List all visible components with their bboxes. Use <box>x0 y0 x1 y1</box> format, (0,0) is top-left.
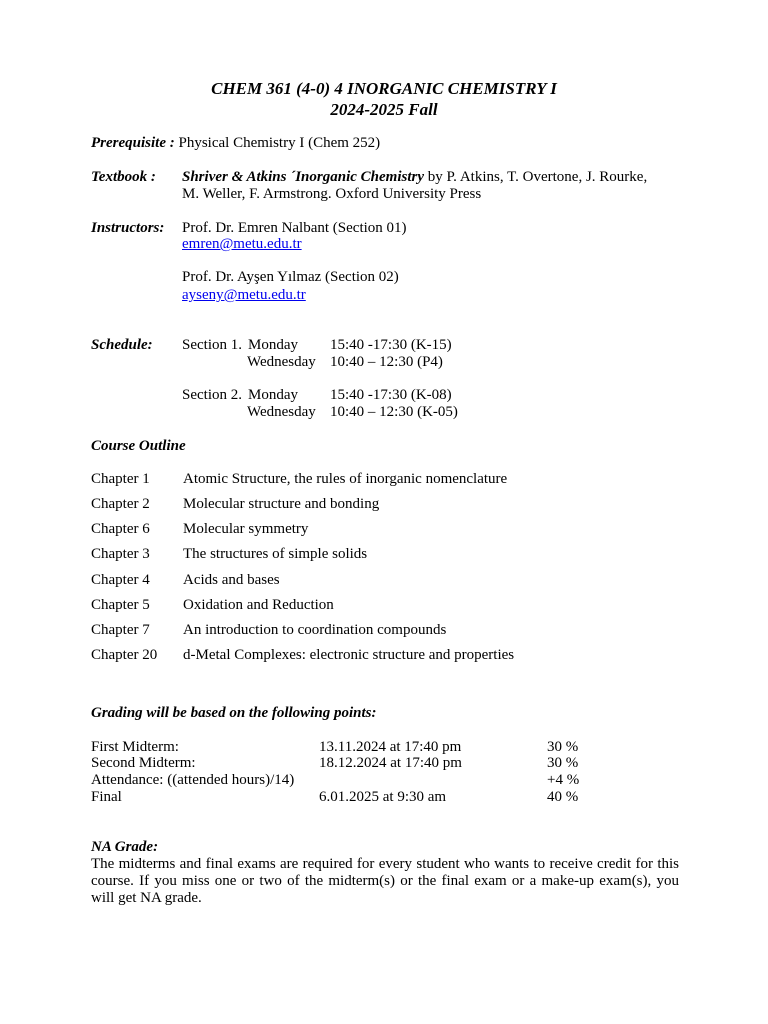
grading-date: 18.12.2024 at 17:40 pm <box>319 755 462 771</box>
grading-weight: 30 % <box>547 755 579 771</box>
instructor-email-link[interactable]: emren@metu.edu.tr <box>182 236 302 252</box>
instructor-name: Prof. Dr. Emren Nalbant (Section 01) <box>182 220 407 236</box>
textbook-label: Textbook : <box>91 169 156 185</box>
textbook-line2: M. Weller, F. Armstrong. Oxford University Press <box>182 186 482 202</box>
schedule-section: Section 1. <box>182 337 242 353</box>
grading-date: 13.11.2024 at 17:40 pm <box>319 739 462 755</box>
prerequisite-label: Prerequisite : <box>91 135 175 151</box>
schedule-time: 10:40 – 12:30 (P4) <box>330 354 443 370</box>
schedule-time: 10:40 – 12:30 (K-05) <box>330 404 458 420</box>
chapter-number: Chapter 2 <box>91 496 150 512</box>
prerequisite-value: Physical Chemistry I (Chem 252) <box>178 135 381 151</box>
schedule-label: Schedule: <box>91 337 153 353</box>
grading-weight: 40 % <box>547 789 579 805</box>
chapter-number: Chapter 20 <box>91 647 158 663</box>
schedule-time: 15:40 -17:30 (K-08) <box>330 387 452 403</box>
grading-item: Second Midterm: <box>91 755 196 771</box>
schedule-day: Monday <box>248 337 298 353</box>
textbook-title: Shriver & Atkins ´Inorganic Chemistry <box>182 169 424 185</box>
chapter-topic: An introduction to coordination compounds <box>183 622 447 638</box>
textbook-line1 <box>182 169 647 186</box>
chapter-topic: The structures of simple solids <box>183 546 368 562</box>
instructor-name: Prof. Dr. Ayşen Yılmaz (Section 02) <box>182 269 399 285</box>
course-outline-heading: Course Outline <box>91 438 186 454</box>
chapter-number: Chapter 4 <box>91 572 150 588</box>
prerequisite-row <box>91 135 380 152</box>
grading-date: 6.01.2025 at 9:30 am <box>319 789 447 805</box>
schedule-day: Monday <box>248 387 298 403</box>
grading-weight: 30 % <box>547 739 579 755</box>
course-title: CHEM 361 (4-0) 4 INORGANIC CHEMISTRY I <box>211 79 557 98</box>
chapter-number: Chapter 3 <box>91 546 150 562</box>
grading-item: First Midterm: <box>91 739 179 755</box>
schedule-day: Wednesday <box>247 404 316 420</box>
chapter-number: Chapter 1 <box>91 471 150 487</box>
instructor-email-link[interactable]: ayseny@metu.edu.tr <box>182 287 306 303</box>
grading-item: Attendance: ((attended hours)/14) <box>91 772 295 788</box>
chapter-topic: Oxidation and Reduction <box>183 597 334 613</box>
chapter-number: Chapter 7 <box>91 622 150 638</box>
schedule-day: Wednesday <box>247 354 316 370</box>
term: 2024-2025 Fall <box>330 100 438 119</box>
chapter-topic: Molecular symmetry <box>183 521 309 537</box>
chapter-topic: Atomic Structure, the rules of inorganic nomenclature <box>183 471 508 487</box>
schedule-section: Section 2. <box>182 387 242 403</box>
chapter-number: Chapter 6 <box>91 521 150 537</box>
textbook-authors: by P. Atkins, T. Overtone, J. Rourke, <box>424 169 648 185</box>
chapter-topic: Molecular structure and bonding <box>183 496 380 512</box>
grading-weight: +4 % <box>547 772 580 788</box>
na-grade-text: The midterms and final exams are required for every student who wants to receive credit for this course. If you miss one or two of the midterm(s) or the final exam or a make-up exam(s), you will get NA grade. <box>91 856 679 906</box>
na-grade-heading: NA Grade: <box>91 839 159 855</box>
grading-heading: Grading will be based on the following points: <box>91 705 377 721</box>
chapter-topic: Acids and bases <box>183 572 280 588</box>
instructors-label: Instructors: <box>91 220 165 236</box>
chapter-number: Chapter 5 <box>91 597 150 613</box>
schedule-time: 15:40 -17:30 (K-15) <box>330 337 452 353</box>
grading-item: Final <box>91 789 122 805</box>
chapter-topic: d-Metal Complexes: electronic structure and properties <box>183 647 515 663</box>
